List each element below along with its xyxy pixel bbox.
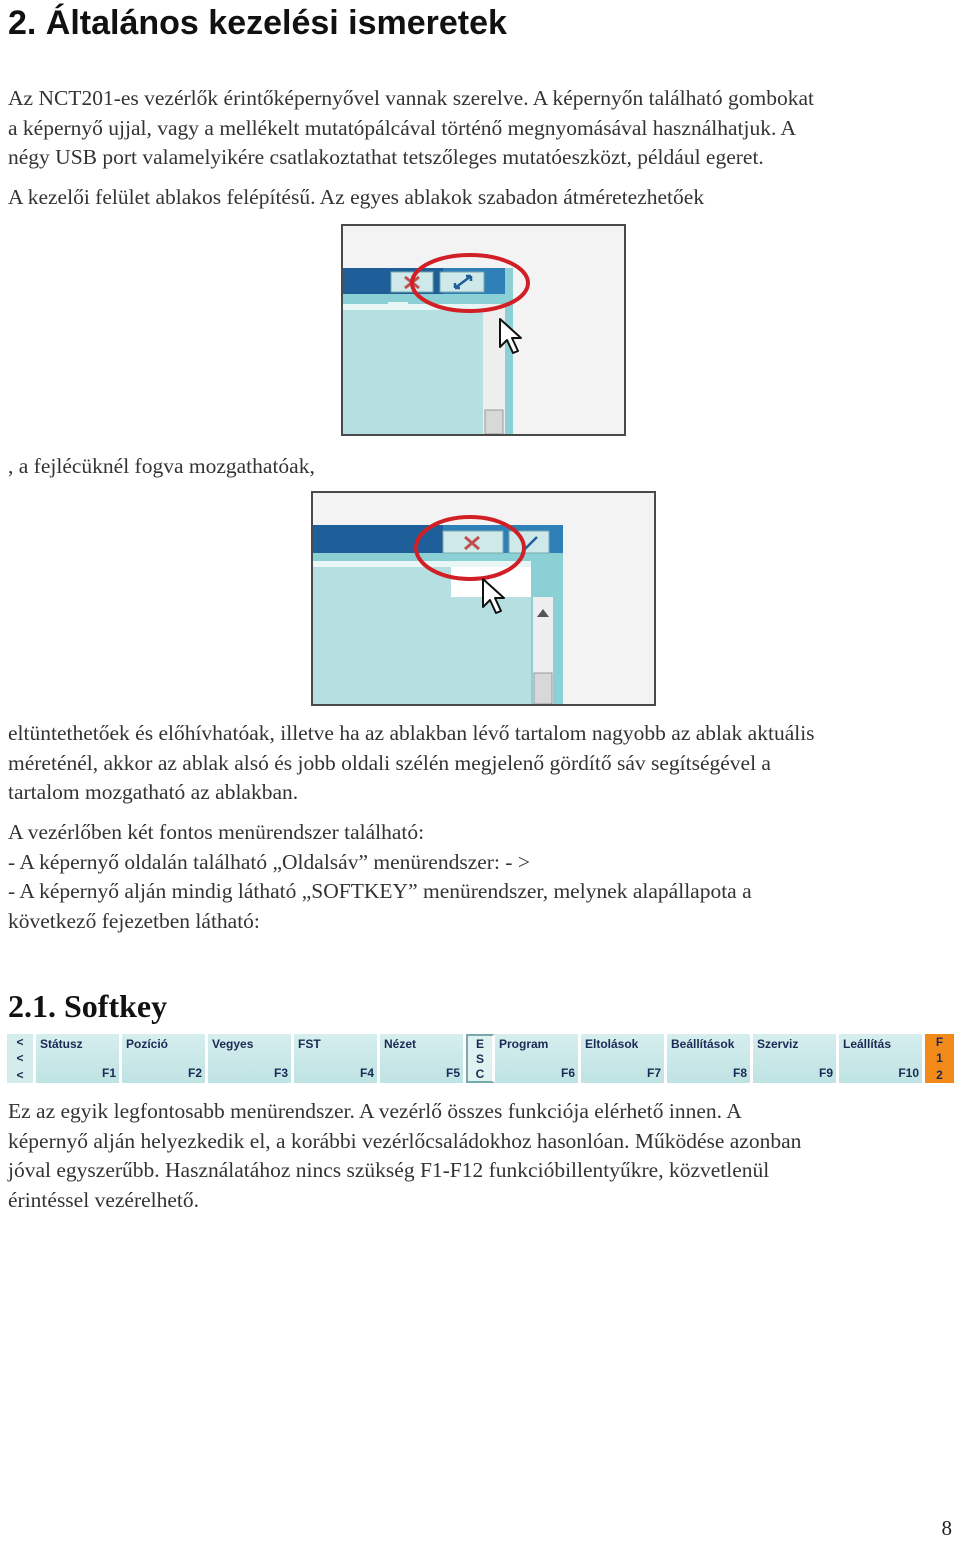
softkey-fkey: F1 — [101, 1066, 116, 1080]
softkey-label: Pozíció — [126, 1037, 169, 1051]
softkey-misc-button[interactable] — [208, 1034, 294, 1083]
f12-letter: 1 — [936, 1051, 943, 1066]
move-window-text: , a fejlécüknél fogva mozgathatóak, — [8, 454, 315, 478]
resize-window-screenshot — [341, 224, 626, 436]
esc-letter: E — [475, 1036, 484, 1051]
softkey-program-button[interactable] — [495, 1034, 581, 1083]
softkey-fkey: F6 — [560, 1066, 575, 1080]
back-arrow-icon: < — [16, 1051, 24, 1066]
resize-window-illustration — [343, 226, 624, 434]
softkey-fkey: F8 — [732, 1066, 747, 1080]
softkey-fkey: F2 — [187, 1066, 202, 1080]
softkey-label: Program — [499, 1037, 549, 1051]
scroll-line: tartalom mozgatható az ablakban. — [8, 780, 299, 804]
back-arrow-icon: < — [16, 1067, 24, 1082]
description-line: képernyő alján helyezkedik el, a korábbi vezérlőcsaládokhoz hasonlóan. Működése azonban — [8, 1128, 802, 1153]
softkey-label: FST — [298, 1037, 321, 1051]
softkey-heading: 2.1. Softkey — [8, 988, 168, 1024]
softkey-fkey: F3 — [273, 1066, 288, 1080]
scroll-line: eltüntethetőek és előhívhatóak, illetve ha az ablakban lévő tartalom nagyobb az ablak aktuális — [8, 721, 815, 745]
softkey-status-button[interactable] — [36, 1034, 122, 1083]
softkey-label: Nézet — [384, 1037, 417, 1051]
softkey-label: Leállítás — [843, 1037, 892, 1051]
softkey-label: Státusz — [40, 1037, 83, 1051]
description-line: érintéssel vezérelhető. — [8, 1187, 200, 1212]
softkey-fkey: F4 — [359, 1066, 374, 1080]
softkey-label: Szerviz — [757, 1037, 799, 1051]
window-resize-text: A kezelői felület ablakos felépítésű. Az egyes ablakok szabadon átméretezhetőek — [8, 185, 705, 209]
f12-letter: 2 — [936, 1067, 943, 1082]
page-number: 8 — [941, 1516, 952, 1540]
menu-line: következő fejezetben látható: — [8, 908, 260, 933]
softkey-offsets-button[interactable] — [581, 1034, 667, 1083]
softkey-fst-button[interactable] — [294, 1034, 380, 1083]
scroll-paragraph — [8, 719, 958, 808]
scroll-line: méreténél, akkor az ablak alsó és jobb oldali szélén megjelenő gördítő sáv segítségével a — [8, 750, 771, 775]
softkey-fkey: F7 — [646, 1066, 661, 1080]
esc-letter: S — [475, 1051, 484, 1066]
menu-line: - A képernyő alján mindig látható „SOFTKEY” menürendszer, melynek alapállapota a — [8, 879, 752, 903]
esc-letter: C — [475, 1066, 485, 1081]
softkey-view-button[interactable] — [380, 1034, 466, 1083]
softkey-settings-button[interactable] — [667, 1034, 753, 1083]
softkey-bar — [7, 1034, 954, 1083]
f12-letter: F — [935, 1035, 944, 1050]
softkey-description-paragraph — [8, 1097, 958, 1215]
softkey-label: Beállítások — [671, 1037, 735, 1051]
page-heading: 2. Általános kezelési ismeretek — [8, 4, 507, 42]
softkey-back-button[interactable] — [7, 1034, 36, 1083]
softkey-service-button[interactable] — [753, 1034, 839, 1083]
menu-line: - A képernyő oldalán található „Oldalsáv” menürendszer: - > — [8, 849, 530, 874]
intro-line: Az NCT201-es vezérlők érintőképernyővel vannak szerelve. A képernyőn található gombokat — [8, 86, 814, 110]
intro-paragraph — [8, 84, 958, 173]
softkey-label: Vegyes — [212, 1037, 254, 1051]
close-window-illustration — [313, 493, 654, 704]
softkey-position-button[interactable] — [122, 1034, 208, 1083]
back-arrow-icon: < — [16, 1035, 24, 1050]
close-window-screenshot — [311, 491, 656, 706]
description-line: Ez az egyik legfontosabb menürendszer. A vezérlő összes funkciója elérhető innen. A — [8, 1099, 742, 1123]
intro-line: négy USB port valamelyikére csatlakoztathat tetszőleges mutatóeszközt, például egeret. — [8, 145, 764, 169]
description-line: jóval egyszerűbb. Használatához nincs szükség F1-F12 funkcióbillentyűkre, közvetlenül — [8, 1158, 770, 1182]
softkey-f12-button[interactable] — [925, 1034, 954, 1083]
softkey-fkey: F9 — [818, 1066, 833, 1080]
menu-line: A vezérlőben két fontos menürendszer található: — [8, 820, 425, 844]
softkey-shutdown-button[interactable] — [839, 1034, 925, 1083]
softkey-fkey: F5 — [445, 1066, 460, 1080]
softkey-esc-button[interactable] — [466, 1034, 495, 1083]
softkey-fkey: F10 — [898, 1066, 919, 1080]
menu-systems-paragraph — [8, 818, 958, 936]
intro-line: a képernyő ujjal, vagy a mellékelt mutatópálcával történő megnyomásával használhatjuk. A — [8, 115, 797, 140]
softkey-label: Eltolások — [585, 1037, 639, 1051]
